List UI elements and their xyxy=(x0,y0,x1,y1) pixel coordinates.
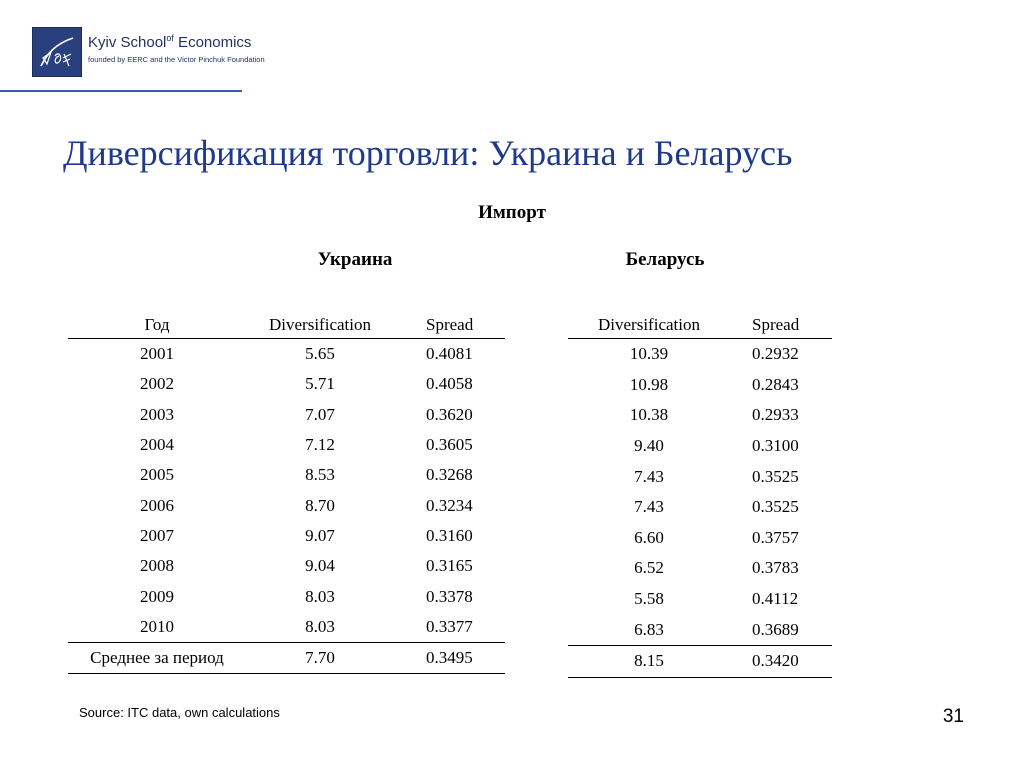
table-row xyxy=(68,430,505,460)
table-row xyxy=(68,612,505,643)
table-cell-year: 2006 xyxy=(140,495,174,515)
table-row xyxy=(568,339,832,370)
slide-title: Диверсификация торговли: Украина и Беларусь xyxy=(63,133,793,173)
table-row xyxy=(68,400,505,430)
logo-subtitle: founded by EERC and the Victor Pinchuk Foundation xyxy=(88,55,265,64)
table-cell-div: 5.65 xyxy=(305,344,335,364)
average-cell-spr: 0.3495 xyxy=(394,642,505,673)
table-cell-div: 5.71 xyxy=(305,374,335,394)
average-row xyxy=(68,642,505,673)
table-cell-spr: 0.3160 xyxy=(426,525,473,545)
belarus-heading: Беларусь xyxy=(625,249,705,270)
column-header-diversification: Diversification xyxy=(246,308,394,339)
table-cell-year: 2002 xyxy=(140,374,174,394)
table-row xyxy=(68,521,505,551)
table-cell-spr: 0.3165 xyxy=(426,556,473,576)
table-cell-year: 2001 xyxy=(140,344,174,364)
table-cell-div: 8.53 xyxy=(305,465,335,485)
table-cell-spr: 0.3268 xyxy=(426,465,473,485)
table-cell-spr: 0.3377 xyxy=(394,612,505,643)
table-row xyxy=(568,370,832,401)
page-number: 31 xyxy=(942,706,964,727)
table-cell-div: 10.38 xyxy=(629,405,669,425)
table-cell-div: 5.58 xyxy=(634,589,664,609)
table-row xyxy=(68,369,505,399)
table-cell-spr: 0.2933 xyxy=(752,405,799,425)
table-cell-spr: 0.2843 xyxy=(752,374,799,394)
table-row xyxy=(68,460,505,490)
kse-emblem-icon xyxy=(32,27,82,77)
table-cell-spr: 0.4112 xyxy=(752,589,799,609)
table-cell-spr: 0.3525 xyxy=(752,497,799,517)
table-row xyxy=(568,584,832,615)
table-row xyxy=(568,461,832,492)
table-cell-spr: 0.3378 xyxy=(426,586,473,606)
table-cell-div: 7.12 xyxy=(305,435,335,455)
kse-logo xyxy=(32,27,265,77)
table-cell-spr: 0.4081 xyxy=(426,344,473,364)
table-row xyxy=(68,581,505,611)
belarus-table xyxy=(568,308,832,678)
table-cell-spr: 0.3525 xyxy=(752,466,799,486)
table-cell-div: 7.43 xyxy=(634,466,664,486)
table-cell-div: 7.43 xyxy=(634,497,664,517)
table-cell-div: 6.83 xyxy=(568,614,730,645)
table-header-row xyxy=(568,308,832,339)
table-row xyxy=(68,490,505,520)
table-cell-div: 6.52 xyxy=(634,558,664,578)
logo-title: Kyiv School$^{of}$ Economics xyxy=(88,33,252,51)
average-cell-year: Среднее за период xyxy=(68,642,246,673)
table-row xyxy=(68,551,505,581)
table-cell-div: 6.60 xyxy=(634,527,664,547)
table-cell-div: 9.40 xyxy=(634,436,664,456)
table-cell-spr: 0.3605 xyxy=(426,435,473,455)
table-cell-year: 2005 xyxy=(140,465,174,485)
table-cell-div: 7.07 xyxy=(305,404,335,424)
table-cell-div: 9.07 xyxy=(305,525,335,545)
table-cell-div: 8.70 xyxy=(305,495,335,515)
table-cell-div: 8.03 xyxy=(305,586,335,606)
column-header-year: Год xyxy=(68,308,246,339)
table-row xyxy=(568,431,832,462)
table-row xyxy=(568,400,832,431)
table-cell-year: 2008 xyxy=(140,556,174,576)
table-row xyxy=(568,492,832,523)
table-row xyxy=(68,339,505,370)
column-header-spread: Spread xyxy=(394,308,505,339)
section-heading: Импорт xyxy=(478,202,546,223)
average-cell-div: 8.15 xyxy=(568,645,730,677)
table-cell-year: 2010 xyxy=(68,612,246,643)
table-cell-div: 10.98 xyxy=(629,374,669,394)
table-cell-div: 10.39 xyxy=(629,344,669,364)
table-row xyxy=(568,523,832,554)
average-cell-spr: 0.3420 xyxy=(730,645,832,677)
ukraine-heading: Украина xyxy=(317,249,393,270)
table-cell-spr: 0.2932 xyxy=(752,344,799,364)
table-cell-div: 9.04 xyxy=(305,556,335,576)
average-cell-div: 7.70 xyxy=(246,642,394,673)
table-cell-spr: 0.3100 xyxy=(752,436,799,456)
table-row xyxy=(568,614,832,645)
average-row xyxy=(568,645,832,677)
table-cell-year: 2007 xyxy=(140,525,174,545)
table-cell-spr: 0.3783 xyxy=(752,558,799,578)
table-row xyxy=(568,553,832,584)
source-note: Source: ITC data, own calculations xyxy=(79,705,280,720)
column-header-spread: Spread xyxy=(730,308,832,339)
table-cell-spr: 0.3620 xyxy=(426,404,473,424)
table-cell-spr: 0.3234 xyxy=(426,495,473,515)
table-cell-year: 2009 xyxy=(140,586,174,606)
table-cell-div: 8.03 xyxy=(246,612,394,643)
table-cell-spr: 0.4058 xyxy=(426,374,473,394)
table-cell-year: 2004 xyxy=(140,435,174,455)
table-cell-year: 2003 xyxy=(140,404,174,424)
table-header-row xyxy=(68,308,505,339)
ukraine-table xyxy=(68,308,505,674)
column-header-diversification: Diversification xyxy=(568,308,730,339)
header-divider xyxy=(0,90,242,92)
table-cell-spr: 0.3757 xyxy=(752,527,799,547)
table-cell-spr: 0.3689 xyxy=(730,614,832,645)
